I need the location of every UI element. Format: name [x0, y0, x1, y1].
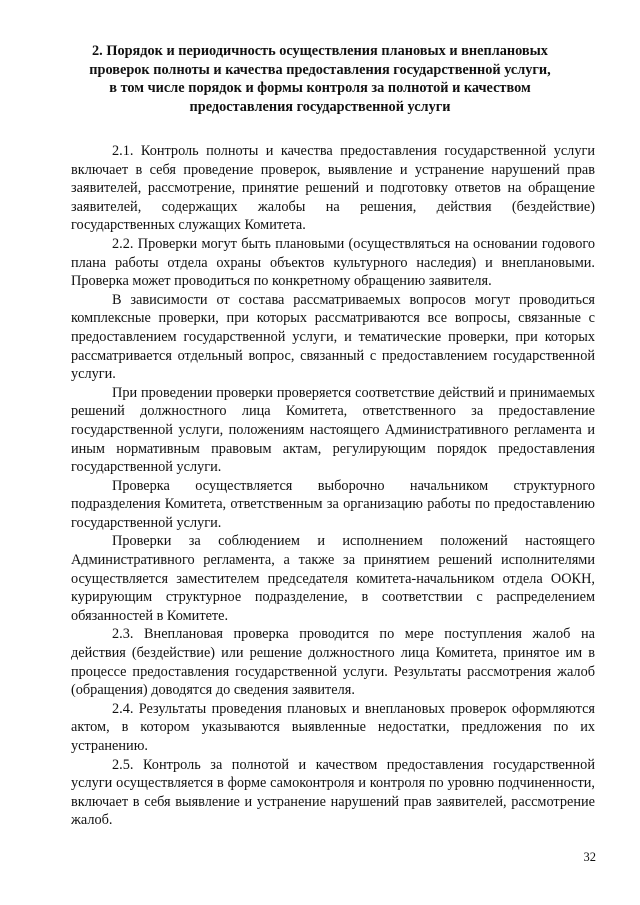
paragraph-2-4: 2.4. Результаты проведения плановых и внеплановых проверок оформляются актом, в котором указываются выявленные недостатки, предложения по их устранению. [71, 700, 595, 754]
paragraph-2-3: 2.3. Внеплановая проверка проводится по мере поступления жалоб на действия (бездействие) или решение должностного лица Комитета, принятое им в процессе предоставления государственной услуги. Результаты рассмотрения жалоб (обращения) доводятся до сведения заявителя. [71, 626, 595, 699]
paragraph-complex-checks: В зависимости от состава рассматриваемых вопросов могут проводиться комплексные проверки, при которых рассматриваются все вопросы, связанные с предоставлением государственной услуги, и тематические проверки, при которых рассматривается отдельный вопрос, связанный с предоставлением государственной услуги. [71, 291, 595, 383]
heading-line: проверок полноты и качества предоставления государственной услуги, [89, 61, 551, 78]
paragraph-check-executor: Проверка осуществляется выборочно начальником структурного подразделения Комитета, ответственным за организацию работы по предоставлению государственной услуги. [71, 477, 595, 531]
body-text [71, 142, 595, 830]
paragraph-check-scope: При проведении проверки проверяется соответствие действий и принимаемых решений должностного лица Комитета, ответственного за предоставление государственной услуги, положениям настоящего Административного регламента и иным нормативным правовым актам, регулирующим порядок предоставления государственной услуги. [71, 384, 595, 476]
heading-line: предоставления государственной услуги [189, 98, 451, 115]
page-number: 32 [583, 850, 596, 864]
heading-line: 2. Порядок и периодичность осуществления плановых и внеплановых [92, 43, 548, 59]
paragraph-compliance-checks: Проверки за соблюдением и исполнением положений настоящего Административного регламента, а также за принятием решений исполнителями осуществляется заместителем председателя комитета-начальником отдела ООКН, курирующим структурное подразделение, в соответствии с распределением обязанностей в Комитете. [71, 533, 595, 624]
paragraph-2-2: 2.2. Проверки могут быть плановыми (осуществляться на основании годового плана работы отдела охраны объектов культурного наследия) и внеплановыми. Проверка может проводиться по конкретному обращению заявителя. [71, 235, 595, 290]
section-heading [60, 42, 580, 116]
heading-line: в том числе порядок и формы контроля за полнотой и качеством [109, 80, 531, 96]
paragraph-2-1: 2.1. Контроль полноты и качества предоставления государственной услуги включает в себя проведение проверок, выявление и устранение нарушений прав заявителей, рассмотрение, принятие решений и подготовку ответов на обращение заявителей, содержащих жалобы на решения, действия (бездействие) государственных служащих Комитета. [71, 143, 595, 234]
paragraph-2-5: 2.5. Контроль за полнотой и качеством предоставления государственной услуги осуществляется в форме самоконтроля и контроля по уровню подчиненности, включает в себя выявление и устранение нарушений прав заявителей, рассмотрение жалоб. [71, 756, 595, 829]
